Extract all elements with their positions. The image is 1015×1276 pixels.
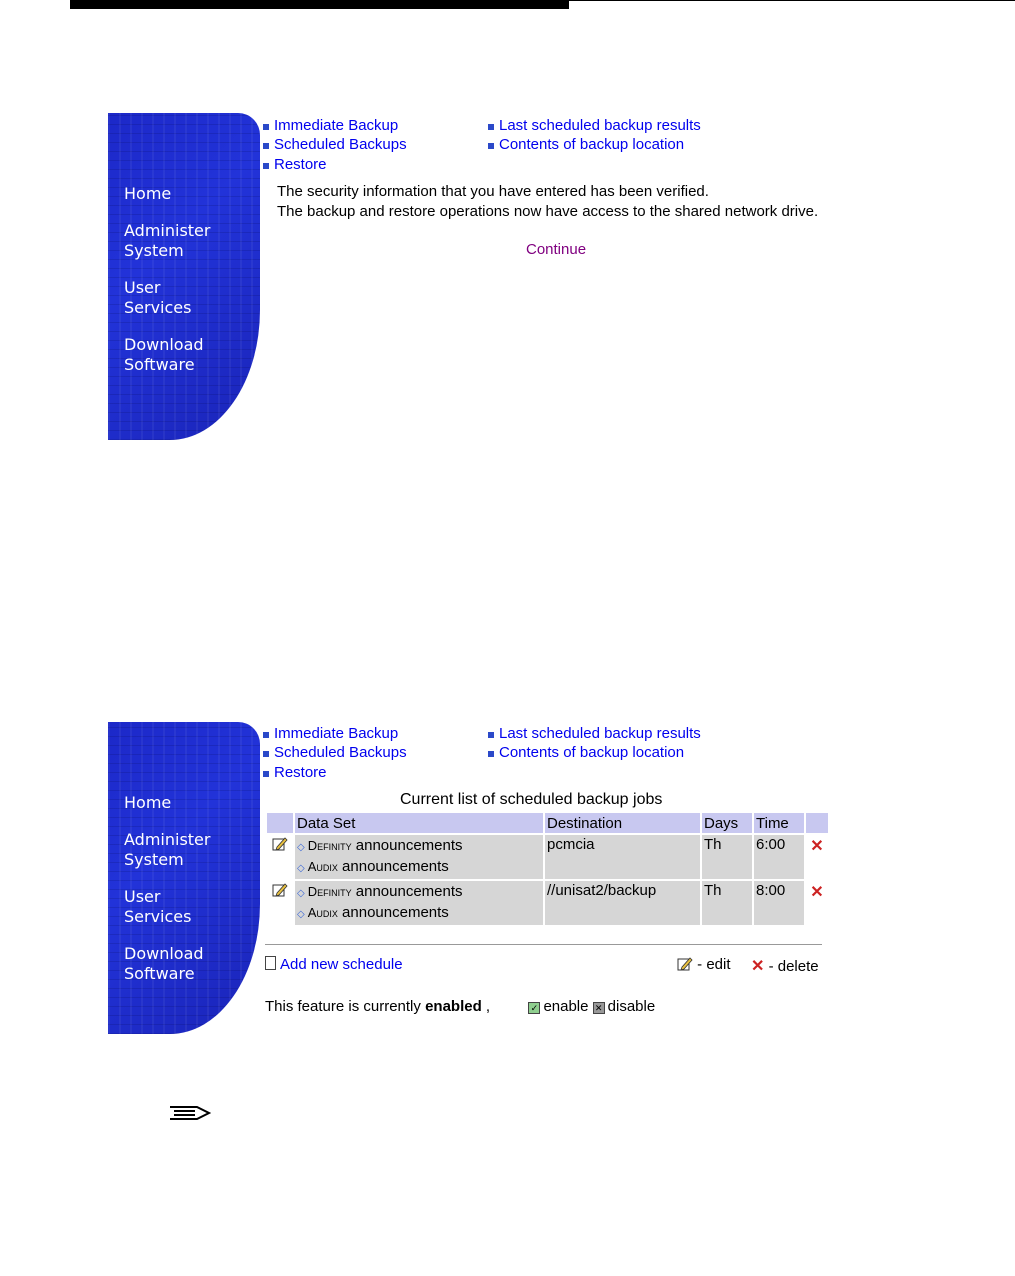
sidebar-item-label: User — [124, 887, 161, 906]
column-header: Days — [702, 813, 752, 833]
square-bullet-icon — [488, 732, 494, 738]
nav-label: Scheduled Backups — [274, 136, 407, 153]
dataset-name: Audix — [307, 859, 338, 874]
sidebar-item-home[interactable] — [124, 184, 171, 204]
verified-message-line1: The security information that you have entered has been verified. — [277, 183, 709, 200]
edit-cell — [267, 881, 293, 925]
sidebar-item-user-services[interactable] — [124, 887, 191, 927]
add-new-schedule[interactable] — [265, 956, 403, 973]
sidebar-item-user-services[interactable] — [124, 278, 191, 318]
delete-cell — [806, 835, 828, 879]
delete-legend — [751, 956, 819, 976]
nav-immediate-backup[interactable] — [263, 725, 398, 742]
sidebar-item-label: System — [124, 850, 184, 869]
enable-checkbox-icon[interactable]: ✓ — [528, 1002, 540, 1014]
nav-scheduled-backups[interactable] — [263, 744, 407, 761]
document-icon — [265, 956, 276, 970]
diamond-bullet-icon: ◇ — [297, 842, 305, 853]
feature-state: enabled — [425, 998, 482, 1015]
nav-label: Immediate Backup — [274, 725, 399, 742]
dataset-suffix: announcements — [337, 858, 449, 875]
table-header-row — [267, 813, 828, 833]
time-cell: 8:00 — [754, 881, 804, 925]
pencil-edit-icon[interactable] — [272, 836, 288, 851]
sidebar-item-label: Download — [124, 335, 204, 354]
nav-label: Immediate Backup — [274, 117, 399, 134]
red-x-icon: ✕ — [751, 958, 765, 975]
edit-cell — [267, 835, 293, 879]
diamond-bullet-icon: ◇ — [297, 863, 305, 874]
header-delete-col — [806, 813, 828, 833]
square-bullet-icon — [488, 124, 494, 130]
disable-checkbox-icon[interactable]: ✕ — [593, 1002, 605, 1014]
sidebar-item-label: User — [124, 278, 161, 297]
nav-restore[interactable] — [263, 764, 327, 781]
diamond-bullet-icon: ◇ — [297, 888, 305, 899]
nav-label: Restore — [274, 764, 327, 781]
page-top-rule — [70, 0, 569, 9]
continue-link[interactable]: Continue — [526, 241, 587, 258]
nav-label: Scheduled Backups — [274, 744, 407, 761]
square-bullet-icon — [263, 124, 269, 130]
table-row — [267, 881, 828, 925]
days-cell: Th — [702, 881, 752, 925]
square-bullet-icon — [263, 143, 269, 149]
sidebar-item-label: Administer — [124, 830, 211, 849]
sidebar-item-administer-system[interactable] — [124, 221, 210, 261]
column-header: Data Set — [295, 813, 543, 833]
sidebar-item-label: Home — [124, 793, 172, 812]
square-bullet-icon — [263, 751, 269, 757]
sidebar-item-label: Download — [124, 944, 204, 963]
time-cell: 6:00 — [754, 835, 804, 879]
sidebar — [108, 113, 260, 440]
sidebar-item-label: Home — [124, 184, 172, 203]
screenshot-scheduled-jobs — [108, 722, 848, 1034]
nav-scheduled-backups[interactable] — [263, 136, 407, 153]
divider — [265, 944, 822, 945]
pencil-edit-icon — [677, 956, 693, 971]
delete-legend-label: - delete — [768, 958, 819, 975]
square-bullet-icon — [263, 732, 269, 738]
dataset-cell — [295, 835, 543, 879]
dataset-cell — [295, 881, 543, 925]
nav-last-scheduled-results[interactable] — [488, 117, 701, 134]
enable-label[interactable]: enable — [543, 998, 589, 1015]
dataset-name: Definity — [307, 838, 352, 853]
nav-last-scheduled-results[interactable] — [488, 725, 701, 742]
verified-message-line2: The backup and restore operations now have access to the shared network drive. — [277, 203, 819, 220]
sidebar-item-label: Software — [124, 964, 195, 983]
edit-legend — [677, 956, 731, 973]
table-title: Current list of scheduled backup jobs — [400, 791, 663, 808]
sidebar — [108, 722, 260, 1034]
nav-label: Last scheduled backup results — [499, 725, 701, 742]
feature-status — [265, 998, 655, 1015]
sidebar-item-download-software[interactable] — [124, 944, 204, 984]
nav-label: Last scheduled backup results — [499, 117, 701, 134]
nav-restore[interactable] — [263, 156, 327, 173]
scheduled-jobs-table — [265, 811, 830, 927]
sidebar-item-download-software[interactable] — [124, 335, 204, 375]
disable-label[interactable]: disable — [607, 998, 656, 1015]
page-top-rule-thin — [569, 0, 1015, 1]
dataset-suffix: announcements — [351, 837, 463, 854]
square-bullet-icon — [263, 163, 269, 169]
sidebar-item-label: System — [124, 241, 184, 260]
edit-legend-label: - edit — [697, 956, 731, 973]
nav-label: Contents of backup location — [499, 744, 685, 761]
days-cell: Th — [702, 835, 752, 879]
dataset-name: Audix — [307, 905, 338, 920]
destination-cell: pcmcia — [545, 835, 700, 879]
sidebar-item-administer-system[interactable] — [124, 830, 210, 870]
destination-cell: //unisat2/backup — [545, 881, 700, 925]
diamond-bullet-icon: ◇ — [297, 909, 305, 920]
nav-contents-backup-location[interactable] — [488, 136, 684, 153]
sidebar-item-label: Services — [124, 298, 192, 317]
nav-label: Contents of backup location — [499, 136, 685, 153]
pencil-edit-icon[interactable] — [272, 882, 288, 897]
nav-immediate-backup[interactable] — [263, 117, 398, 134]
red-x-icon[interactable]: ✕ — [810, 838, 824, 855]
nav-contents-backup-location[interactable] — [488, 744, 684, 761]
dataset-suffix: announcements — [337, 904, 449, 921]
column-header: Time — [754, 813, 804, 833]
add-new-schedule-link[interactable]: Add new schedule — [280, 956, 403, 973]
square-bullet-icon — [488, 143, 494, 149]
square-bullet-icon — [488, 751, 494, 757]
sidebar-item-home[interactable] — [124, 793, 171, 813]
red-x-icon[interactable]: ✕ — [810, 884, 824, 901]
note-pointer-icon — [169, 1104, 211, 1122]
screenshot-security-verified — [108, 113, 848, 440]
sidebar-item-label: Software — [124, 355, 195, 374]
square-bullet-icon — [263, 771, 269, 777]
dataset-entry — [297, 857, 541, 878]
dataset-entry — [297, 882, 541, 903]
column-header: Destination — [545, 813, 700, 833]
sidebar-item-label: Services — [124, 907, 192, 926]
dataset-entry — [297, 836, 541, 857]
sidebar-item-label: Administer — [124, 221, 211, 240]
feature-suffix: , — [481, 998, 491, 1015]
dataset-name: Definity — [307, 884, 352, 899]
delete-cell — [806, 881, 828, 925]
feature-prefix: This feature is currently — [265, 998, 426, 1015]
header-icon-col — [267, 813, 293, 833]
table-row — [267, 835, 828, 879]
dataset-entry — [297, 903, 541, 924]
nav-label: Restore — [274, 156, 327, 173]
dataset-suffix: announcements — [351, 883, 463, 900]
